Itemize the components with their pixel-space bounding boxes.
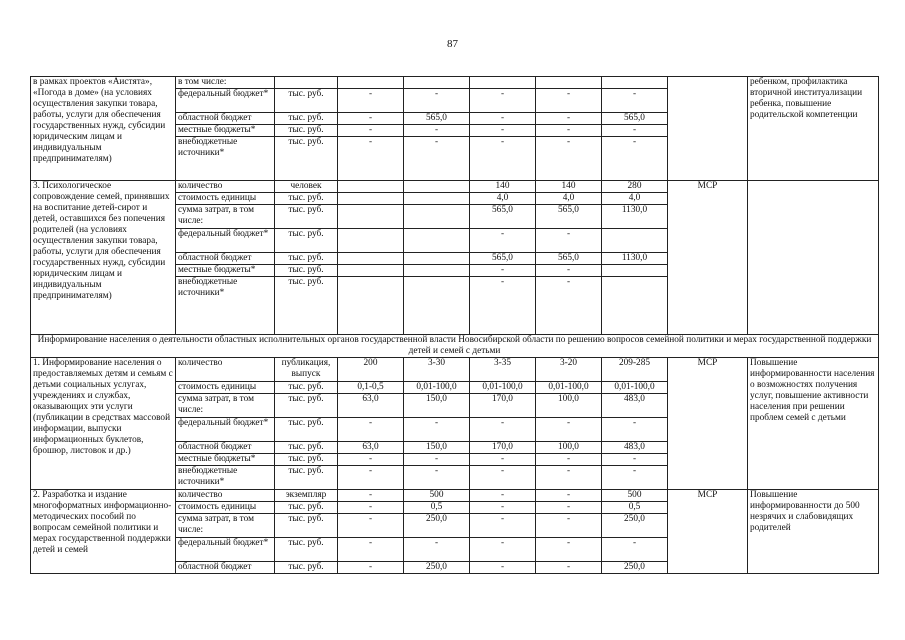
value-cell: 500 — [602, 490, 668, 502]
value-cell: - — [536, 277, 602, 335]
value-cell: - — [470, 490, 536, 502]
value-cell — [338, 229, 404, 253]
indicator-name: количество — [176, 181, 275, 193]
table-row — [31, 358, 879, 382]
value-cell: 483,0 — [602, 394, 668, 418]
value-cell — [404, 229, 470, 253]
activity-description: 3. Психологическое сопровождение семей, принявших на воспитание детей-сирот и детей, оставшихся без попечения родителей (на условиях осуществления закупки товара, работы, услуги для обеспечения государственных нужд, субсидии юридическим лицам и индивидуальным предпринимателям) — [31, 181, 176, 335]
value-cell: - — [536, 113, 602, 125]
value-cell: 100,0 — [536, 394, 602, 418]
value-cell: - — [404, 538, 470, 562]
value-cell: - — [602, 125, 668, 137]
value-cell: 63,0 — [338, 442, 404, 454]
value-cell: - — [536, 454, 602, 466]
unit-cell: тыс. руб. — [275, 253, 338, 265]
value-cell — [602, 77, 668, 89]
unit-cell: тыс. руб. — [275, 394, 338, 418]
unit-cell: тыс. руб. — [275, 125, 338, 137]
activity-description: в рамках проектов «Аистята», «Погода в доме» (на условиях осуществления закупки товара, работы, услуги для обеспечения государственных нужд, субсидии юридическим лицам и индивидуальным предпринимателям) — [31, 77, 176, 181]
value-cell: - — [602, 466, 668, 490]
executor-cell: МСР — [668, 358, 748, 490]
value-cell: 140 — [470, 181, 536, 193]
value-cell: - — [338, 538, 404, 562]
value-cell: 565,0 — [536, 205, 602, 229]
value-cell: - — [536, 466, 602, 490]
value-cell: 0,01-100,0 — [602, 382, 668, 394]
executor-cell: МСР — [668, 181, 748, 335]
value-cell: 250,0 — [602, 562, 668, 574]
unit-cell: публикация, выпуск — [275, 358, 338, 382]
value-cell: - — [404, 418, 470, 442]
indicator-name: стоимость единицы — [176, 382, 275, 394]
value-cell: 63,0 — [338, 394, 404, 418]
unit-cell: тыс. руб. — [275, 265, 338, 277]
expected-result: Повышение информированности населения о возможностях получения услуг, повышение активности населения при решении проблем семей с детьми — [748, 358, 879, 490]
indicator-name: федеральный бюджет* — [176, 418, 275, 442]
value-cell: - — [404, 466, 470, 490]
value-cell: 565,0 — [470, 253, 536, 265]
value-cell — [338, 277, 404, 335]
value-cell: - — [470, 466, 536, 490]
expected-result: Повышение информированности до 500 незрячих и слабовидящих родителей — [748, 490, 879, 574]
value-cell: 4,0 — [536, 193, 602, 205]
value-cell: - — [536, 490, 602, 502]
unit-cell: тыс. руб. — [275, 89, 338, 113]
value-cell: 3-35 — [470, 358, 536, 382]
unit-cell: человек — [275, 181, 338, 193]
indicator-name: областной бюджет — [176, 253, 275, 265]
value-cell: 1130,0 — [602, 205, 668, 229]
indicator-name: внебюджетные источники* — [176, 466, 275, 490]
indicator-name: федеральный бюджет* — [176, 89, 275, 113]
value-cell: 3-20 — [536, 358, 602, 382]
value-cell: - — [470, 454, 536, 466]
unit-cell: тыс. руб. — [275, 562, 338, 574]
value-cell: - — [470, 277, 536, 335]
value-cell: - — [470, 125, 536, 137]
value-cell: 170,0 — [470, 442, 536, 454]
indicator-name: местные бюджеты* — [176, 125, 275, 137]
value-cell: 565,0 — [602, 113, 668, 125]
value-cell — [338, 193, 404, 205]
unit-cell: тыс. руб. — [275, 514, 338, 538]
value-cell — [338, 205, 404, 229]
value-cell: - — [536, 137, 602, 181]
indicator-name: сумма затрат, в том числе: — [176, 394, 275, 418]
value-cell: 150,0 — [404, 394, 470, 418]
value-cell: - — [470, 562, 536, 574]
value-cell: 100,0 — [536, 442, 602, 454]
table-row — [31, 77, 879, 89]
indicator-name: местные бюджеты* — [176, 265, 275, 277]
value-cell: 3-30 — [404, 358, 470, 382]
value-cell: - — [338, 418, 404, 442]
value-cell: 4,0 — [470, 193, 536, 205]
unit-cell: тыс. руб. — [275, 466, 338, 490]
value-cell: - — [536, 562, 602, 574]
unit-cell: тыс. руб. — [275, 137, 338, 181]
unit-cell: тыс. руб. — [275, 502, 338, 514]
value-cell — [404, 77, 470, 89]
value-cell: 0,5 — [404, 502, 470, 514]
value-cell: 565,0 — [536, 253, 602, 265]
value-cell: 140 — [536, 181, 602, 193]
value-cell: 200 — [338, 358, 404, 382]
indicator-name: в том числе: — [176, 77, 275, 89]
value-cell: - — [404, 454, 470, 466]
table-body — [31, 77, 879, 574]
value-cell: - — [338, 89, 404, 113]
value-cell: - — [338, 466, 404, 490]
unit-cell: тыс. руб. — [275, 538, 338, 562]
value-cell — [602, 277, 668, 335]
value-cell — [338, 265, 404, 277]
value-cell: - — [536, 502, 602, 514]
value-cell: - — [338, 490, 404, 502]
value-cell: 250,0 — [404, 514, 470, 538]
indicator-name: внебюджетные источники* — [176, 277, 275, 335]
indicator-name: федеральный бюджет* — [176, 538, 275, 562]
value-cell: 500 — [404, 490, 470, 502]
indicator-name: количество — [176, 358, 275, 382]
activity-description: 1. Информирование населения о предоставляемых детям и семьям с детьми социальных услугах, учреждениях и службах, оказывающих эти услуги (публикации в средствах массовой информации, выпуски информационных буклетов, брошюр, листовок и др.) — [31, 358, 176, 490]
indicator-name: областной бюджет — [176, 442, 275, 454]
table-row — [31, 490, 879, 502]
value-cell: 0,01-100,0 — [470, 382, 536, 394]
unit-cell: тыс. руб. — [275, 442, 338, 454]
value-cell: - — [338, 562, 404, 574]
value-cell — [602, 229, 668, 253]
expected-result — [748, 181, 879, 335]
value-cell: - — [338, 514, 404, 538]
value-cell: - — [470, 229, 536, 253]
value-cell: - — [470, 113, 536, 125]
value-cell: - — [470, 514, 536, 538]
unit-cell: тыс. руб. — [275, 277, 338, 335]
value-cell: - — [404, 89, 470, 113]
value-cell — [338, 253, 404, 265]
value-cell: - — [470, 538, 536, 562]
indicator-name: областной бюджет — [176, 562, 275, 574]
value-cell: - — [338, 502, 404, 514]
value-cell: 150,0 — [404, 442, 470, 454]
value-cell: - — [338, 113, 404, 125]
unit-cell: тыс. руб. — [275, 418, 338, 442]
program-table — [30, 76, 879, 574]
indicator-name: количество — [176, 490, 275, 502]
value-cell: 4,0 — [602, 193, 668, 205]
value-cell: 0,01-100,0 — [536, 382, 602, 394]
unit-cell: тыс. руб. — [275, 382, 338, 394]
value-cell: - — [536, 265, 602, 277]
value-cell: - — [602, 418, 668, 442]
value-cell — [536, 77, 602, 89]
value-cell: - — [470, 137, 536, 181]
value-cell: 565,0 — [404, 113, 470, 125]
indicator-name: стоимость единицы — [176, 193, 275, 205]
value-cell — [404, 265, 470, 277]
value-cell: - — [602, 454, 668, 466]
value-cell: - — [338, 125, 404, 137]
indicator-name: сумма затрат, в том числе: — [176, 514, 275, 538]
indicator-name: сумма затрат, в том числе: — [176, 205, 275, 229]
value-cell — [404, 277, 470, 335]
value-cell: - — [536, 418, 602, 442]
expected-result: ребенком, профилактика вторичной институализации ребенка, повышение родительской компетенции — [748, 77, 879, 181]
value-cell: 209-285 — [602, 358, 668, 382]
value-cell: 483,0 — [602, 442, 668, 454]
indicator-name: внебюджетные источники* — [176, 137, 275, 181]
value-cell: - — [404, 125, 470, 137]
value-cell: - — [470, 418, 536, 442]
executor-cell — [668, 77, 748, 181]
value-cell — [404, 181, 470, 193]
value-cell: - — [536, 514, 602, 538]
value-cell: - — [602, 538, 668, 562]
indicator-name: федеральный бюджет* — [176, 229, 275, 253]
unit-cell: тыс. руб. — [275, 205, 338, 229]
value-cell: - — [602, 137, 668, 181]
value-cell: 0,5 — [602, 502, 668, 514]
unit-cell: тыс. руб. — [275, 113, 338, 125]
value-cell — [338, 181, 404, 193]
value-cell — [470, 77, 536, 89]
value-cell — [602, 265, 668, 277]
page-number: 87 — [447, 38, 458, 50]
value-cell: - — [338, 454, 404, 466]
section-header: Информирование населения о деятельности областных исполнительных органов государственной власти Новосибирской области по решению вопросов семейной политики и мерах государственной поддержки детей и семей с детьми — [31, 335, 879, 358]
value-cell: - — [536, 538, 602, 562]
value-cell: 0,01-100,0 — [404, 382, 470, 394]
value-cell: 0,1-0,5 — [338, 382, 404, 394]
unit-cell: тыс. руб. — [275, 193, 338, 205]
value-cell: - — [536, 125, 602, 137]
value-cell: 250,0 — [404, 562, 470, 574]
activity-description: 2. Разработка и издание многоформатных информационно-методических пособий по вопросам семейной политики и мерах государственной поддержки детей и семей — [31, 490, 176, 574]
value-cell — [338, 77, 404, 89]
value-cell — [404, 253, 470, 265]
value-cell: 565,0 — [470, 205, 536, 229]
indicator-name: стоимость единицы — [176, 502, 275, 514]
executor-cell: МСР — [668, 490, 748, 574]
value-cell: - — [470, 89, 536, 113]
value-cell — [404, 205, 470, 229]
value-cell: - — [470, 502, 536, 514]
section-header-row — [31, 335, 879, 358]
indicator-name: областной бюджет — [176, 113, 275, 125]
unit-cell: тыс. руб. — [275, 454, 338, 466]
value-cell: 250,0 — [602, 514, 668, 538]
value-cell: 1130,0 — [602, 253, 668, 265]
value-cell: - — [338, 137, 404, 181]
value-cell: - — [470, 265, 536, 277]
unit-cell: тыс. руб. — [275, 229, 338, 253]
value-cell: - — [602, 89, 668, 113]
value-cell: 170,0 — [470, 394, 536, 418]
unit-cell — [275, 77, 338, 89]
value-cell: - — [404, 137, 470, 181]
value-cell — [404, 193, 470, 205]
indicator-name: местные бюджеты* — [176, 454, 275, 466]
unit-cell: экземпляр — [275, 490, 338, 502]
value-cell: 280 — [602, 181, 668, 193]
value-cell: - — [536, 89, 602, 113]
table-row — [31, 181, 879, 193]
value-cell: - — [536, 229, 602, 253]
